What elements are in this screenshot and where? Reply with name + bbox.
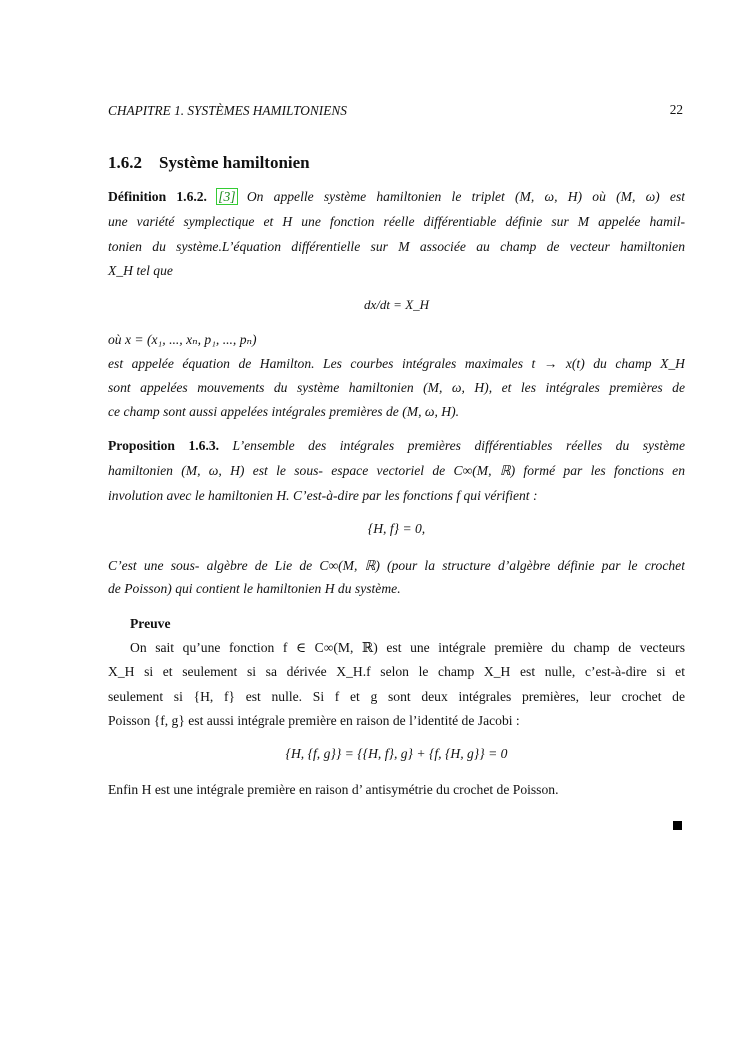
proposition-line-3: involution avec le hamiltonien H. C’est-à-dire par les fonctions f qui vérifient : — [108, 488, 538, 503]
proof-line-1: On sait qu’une fonction f ∈ C∞(M, ℝ) est une intégrale première du champ de vecteurs — [130, 640, 685, 655]
proposition-after-1: C’est une sous- algèbre de Lie de C∞(M, ℝ) (pour la structure d’algèbre définie par le crochet — [108, 558, 685, 573]
definition-after-4: ce champ sont aussi appelées intégrales premières de (M, ω, H). — [108, 404, 460, 419]
proposition-after-2: de Poisson) qui contient le hamiltonien H du système. — [108, 581, 401, 596]
definition-after-1: où x = (x₁, ..., xₙ, p₁, ..., pₙ) — [108, 332, 257, 347]
section-heading — [108, 154, 685, 172]
hamilton-equation: dx/dt = X_H — [363, 297, 430, 312]
qed-square-icon — [673, 821, 682, 830]
definition-label: Définition 1.6.2. — [108, 189, 207, 204]
poisson-equation: {H, f} = 0, — [367, 521, 426, 536]
section-title: Système hamiltonien — [159, 153, 310, 172]
definition-line-3: tonien du système.L’équation différentielle sur M associée au champ de vecteur hamiltonien — [108, 239, 685, 254]
proof-line-3: seulement si {H, f} est nulle. Si f et g sont deux intégrales premières, leur crochet de — [108, 689, 685, 704]
definition-line-1 — [108, 188, 685, 206]
proposition-label: Proposition 1.6.3. — [108, 438, 220, 453]
proof-final: Enfin H est une intégrale première en raison d’ antisymétrie du crochet de Poisson. — [108, 782, 559, 797]
proposition-text: L’ensemble des intégrales premières différentiables réelles du système — [232, 438, 685, 453]
proof-line-2: X_H si et seulement si sa dérivée X_H.f selon le champ X_H est nulle, c’est-à-dire si et — [108, 664, 685, 679]
citation-link[interactable]: [3] — [218, 189, 236, 204]
definition-text: On appelle système hamiltonien le triplet (M, ω, H) où (M, ω) est — [246, 189, 685, 204]
proof-title: Preuve — [130, 616, 171, 631]
page-number: 22 — [669, 102, 683, 117]
definition-line-2: une variété symplectique et H une fonction réelle différentiable définie sur M appelée hamil- — [108, 214, 685, 229]
definition-line-4: X_H tel que — [108, 263, 173, 278]
proposition-line-1 — [108, 437, 685, 455]
definition-after-2: est appelée équation de Hamilton. Les courbes intégrales maximales t → x(t) du champ X_H — [108, 356, 685, 371]
section-number: 1.6.2 — [108, 153, 142, 172]
proposition-line-2: hamiltonien (M, ω, H) est le sous- espace vectoriel de C∞(M, ℝ) formé par les fonctions en — [108, 463, 685, 478]
proof-line-4: Poisson {f, g} est aussi intégrale première en raison de l’identité de Jacobi : — [108, 713, 520, 728]
jacobi-equation: {H, {f, g}} = {{H, f}, g} + {f, {H, g}} = 0 — [285, 746, 508, 761]
definition-after-3: sont appelées mouvements du système hamiltonien (M, ω, H), et les intégrales premières de — [108, 380, 685, 395]
running-header: CHAPITRE 1. SYSTÈMES HAMILTONIENS — [108, 103, 347, 118]
